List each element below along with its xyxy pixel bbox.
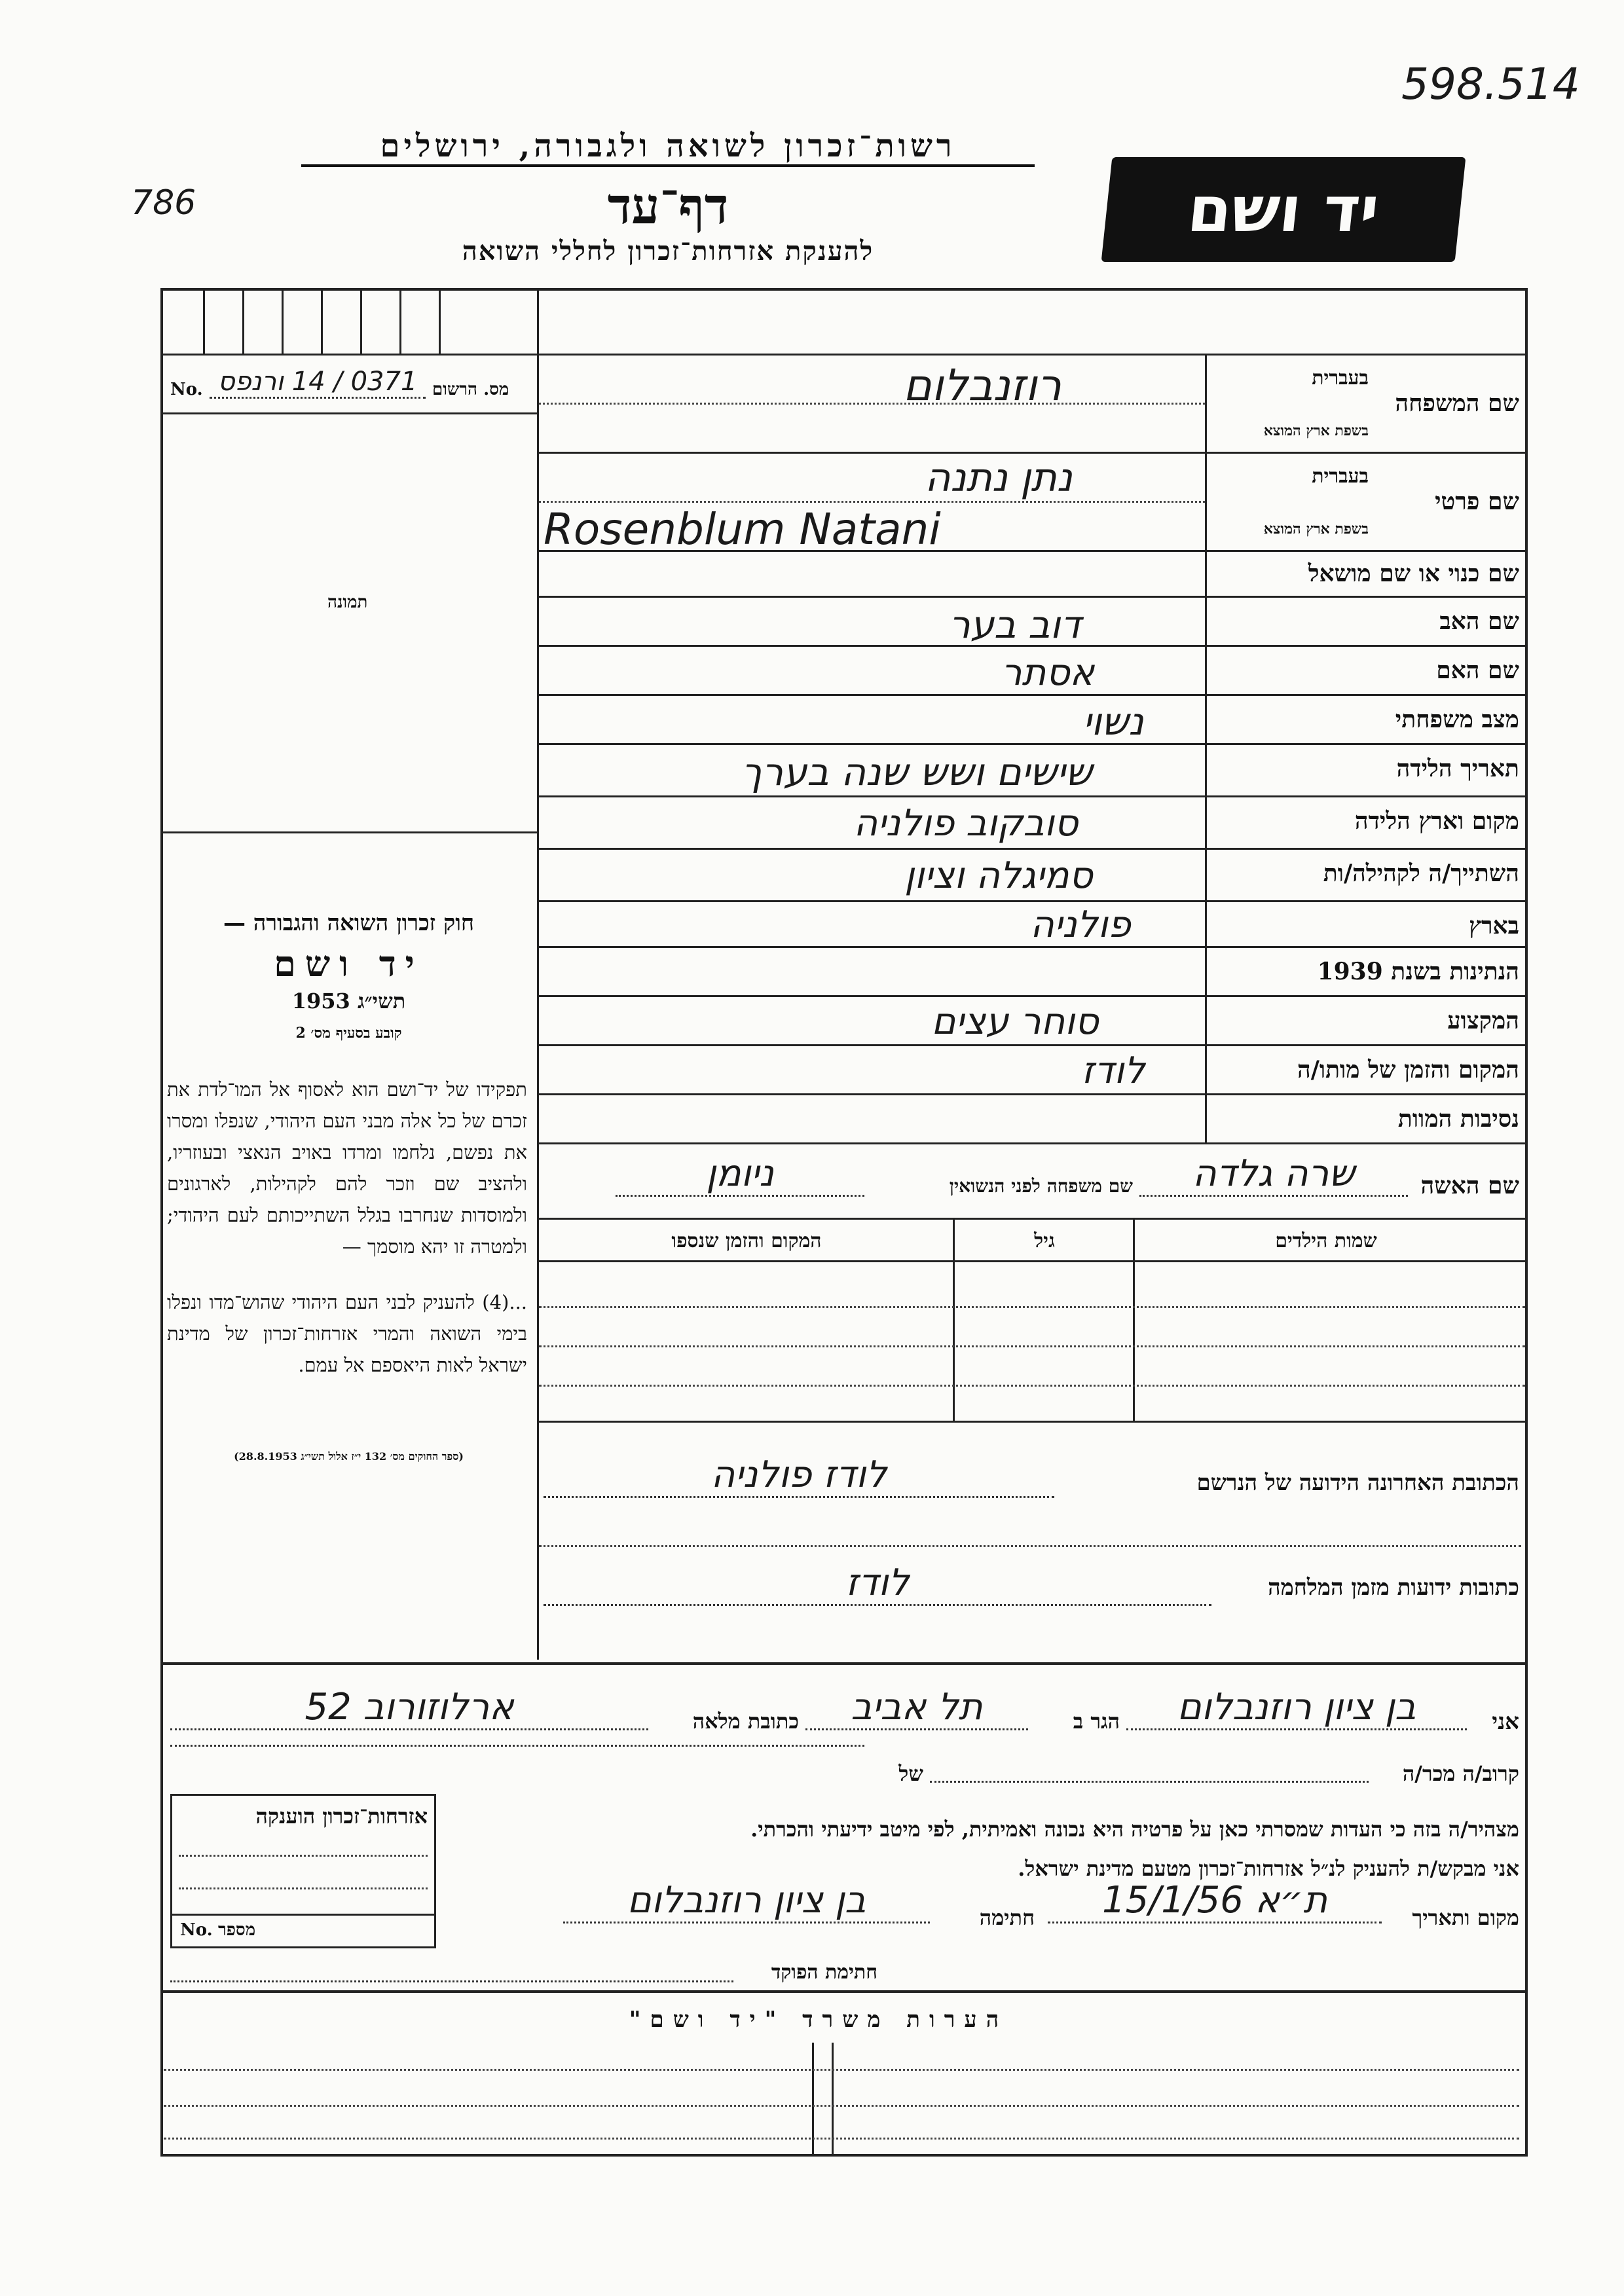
family-name-hebrew: רוזנבלום	[903, 360, 1061, 410]
place-date-value: ת״א 15/1/56	[1048, 1879, 1382, 1923]
profession-value: סוחר עצים	[931, 1000, 1099, 1043]
wife-label: שם האשה	[1420, 1172, 1519, 1199]
profession-label: המקצוע	[1447, 1007, 1519, 1034]
declarant-address: ארלוזורוב 52	[170, 1686, 648, 1730]
last-address-label: הכתובת האחרונה הידועה של הנרשם	[1196, 1470, 1519, 1496]
signature-label: חתימה	[979, 1905, 1035, 1930]
death-place-value: לודז	[1081, 1049, 1145, 1092]
law-name: יד ושם	[274, 943, 424, 985]
community-value: סמיגלה וציון	[904, 854, 1093, 897]
war-addresses-value: לודז	[544, 1561, 1211, 1606]
office-notes-title: הערות משרד "יד ושם"	[629, 2007, 1008, 2033]
registration-number: 0371 / 14 ורנפס	[210, 367, 426, 399]
death-place-label: המקום והזמן של מותו/ה	[1297, 1056, 1519, 1084]
declarant-resides-label: הגר ב	[1073, 1709, 1120, 1734]
father-value: דוב בער	[948, 602, 1081, 647]
wife-maiden-label: שם משפחה לפני הנשואין	[949, 1175, 1133, 1197]
law-year: תשי״ג 1953	[291, 989, 406, 1013]
law-paragraph-2: ...(4) להעניק לבני העם היהודי שהוש־מדו ונפלו בימי השואה והמרי אזרחות־זכרון של מדינת ישראל לאות היאספם אל עמם.	[167, 1291, 527, 1376]
country-label: בארץ	[1469, 912, 1519, 939]
country-value: פולניה	[1030, 903, 1131, 946]
mother-value: אסתר	[1001, 651, 1095, 694]
nickname-label: שם כנוי או שם מושאל	[1308, 560, 1519, 587]
birth-place-value: סובקוב פולניה	[853, 802, 1079, 845]
last-address-value: לודז פולניה	[544, 1453, 1054, 1498]
relative-of-label: של	[898, 1761, 923, 1786]
father-label: שם האב	[1439, 608, 1519, 635]
mother-label: שם האם	[1436, 657, 1519, 684]
registration-no-label: No.	[170, 380, 203, 399]
photo-label: תמונה	[327, 592, 368, 612]
declarant-i-label: אני	[1492, 1709, 1519, 1735]
declaration-text: מצהיר/ה בזה כי העדות שמסרתי כאן על פרטיה היא נכונה ואמיתית, לפי מיטב ידיעתי והכרתי.	[750, 1817, 1519, 1842]
authority-line: רשות־זכרון לשואה ולגבורה, ירושלים	[301, 128, 1035, 167]
marital-value: נשוי	[1082, 699, 1144, 744]
wife-maiden-value: ניומן	[616, 1152, 864, 1197]
relative-line	[930, 1774, 1369, 1783]
citizenship-box-title: אזרחות־זכרון הוענקה	[255, 1804, 428, 1829]
request-text: אני מבקש/ת להעניק לנ״ל אזרחות־זכרון מטעם מדינת ישראל.	[1018, 1856, 1519, 1881]
marital-label: מצב משפחתי	[1395, 706, 1519, 733]
relative-label: קרוב/ה מכר/ה	[1402, 1761, 1519, 1786]
citizenship-box-no-label: No.	[180, 1920, 213, 1940]
signature-value: בן ציון רוזנבלום	[563, 1879, 930, 1923]
declarant-name: בן ציון רוזנבלום	[1126, 1686, 1467, 1730]
law-title: חוק זכרון השואה והגבורה —	[223, 910, 475, 936]
first-name-label: שם פרטי	[1435, 488, 1519, 515]
first-name-sub-origin: בשפת ארץ המוצא	[1263, 520, 1369, 538]
family-name-sub-origin: בשפת ארץ המוצא	[1263, 422, 1369, 439]
children-header-names: שמות הילדים	[1275, 1230, 1377, 1252]
declarant-city: תל אביב	[805, 1686, 1028, 1730]
birth-place-label: מקום וארץ הלידה	[1354, 807, 1519, 835]
community-label: השתייך/ה לקהילה/ות	[1323, 860, 1519, 887]
reference-number: 598.514	[1401, 59, 1580, 109]
registration-label: מס. הרשום	[432, 380, 509, 399]
citizenship-box	[170, 1794, 436, 1948]
first-name-hebrew: נתן נתנה	[925, 455, 1073, 501]
death-circumstances-label: נסיבות המוות	[1397, 1105, 1519, 1133]
law-paragraph-1: תפקידו של יד־ושם הוא לאסוף אל המו־לדת את זכרם של כל אלה מבני העם היהודי, שנפלו ומסרו את נפשם, נלחמו ומרדו באויב הנאצי ובעוזריו, ולהציב שם וזכר להם לקהילות, לארגונים ולמוסדות שנחרבו בגלל השתייכותם לעם היהודי; ולמטרה זו יהא מוסמך —	[167, 1078, 527, 1258]
side-number: 786	[131, 183, 196, 223]
law-source: (ספר החוקים מס׳ 132 י״ז אלול תשי״ג 28.8.1953)	[234, 1450, 464, 1463]
children-header-age: גיל	[1034, 1230, 1055, 1252]
form-subtitle: להענקת אזרחות־זכרון לחללי השואה	[462, 236, 874, 266]
birth-date-value: שישים ושש שנה בערך	[741, 750, 1092, 794]
declarant-address-label: כתובת מלאה	[692, 1709, 799, 1734]
officer-signature-line	[170, 1974, 733, 1982]
children-header-place: המקום והזמן שנספו	[671, 1230, 822, 1252]
yad-vashem-logo	[1101, 157, 1466, 262]
citizenship-label: הנתינות בשנת 1939	[1317, 958, 1519, 985]
relative-value	[170, 1745, 864, 1747]
first-name-sub-hebrew: בעברית	[1312, 465, 1369, 488]
family-name-label: שם המשפחה	[1395, 390, 1519, 417]
war-addresses-label: כתובות ידועות מזמן המלחמה	[1268, 1575, 1519, 1601]
citizenship-box-number-label: מספר	[218, 1920, 256, 1940]
wife-value: שרה גלדה	[1139, 1152, 1408, 1197]
logo-text: יד ושם	[1184, 173, 1383, 246]
officer-signature-label: חתימת הפוקד	[771, 1961, 877, 1984]
registration-row	[164, 367, 530, 406]
form-title: דף־עד	[607, 177, 729, 235]
first-name-origin: Rosenblum Natani	[544, 504, 941, 555]
place-date-label: מקום ותאריך	[1412, 1905, 1519, 1930]
law-clause: קובע בסעיף מס׳ 2	[295, 1025, 402, 1042]
family-name-sub-hebrew: בעברית	[1312, 367, 1369, 390]
birth-date-label: תאריך הלידה	[1396, 755, 1519, 782]
